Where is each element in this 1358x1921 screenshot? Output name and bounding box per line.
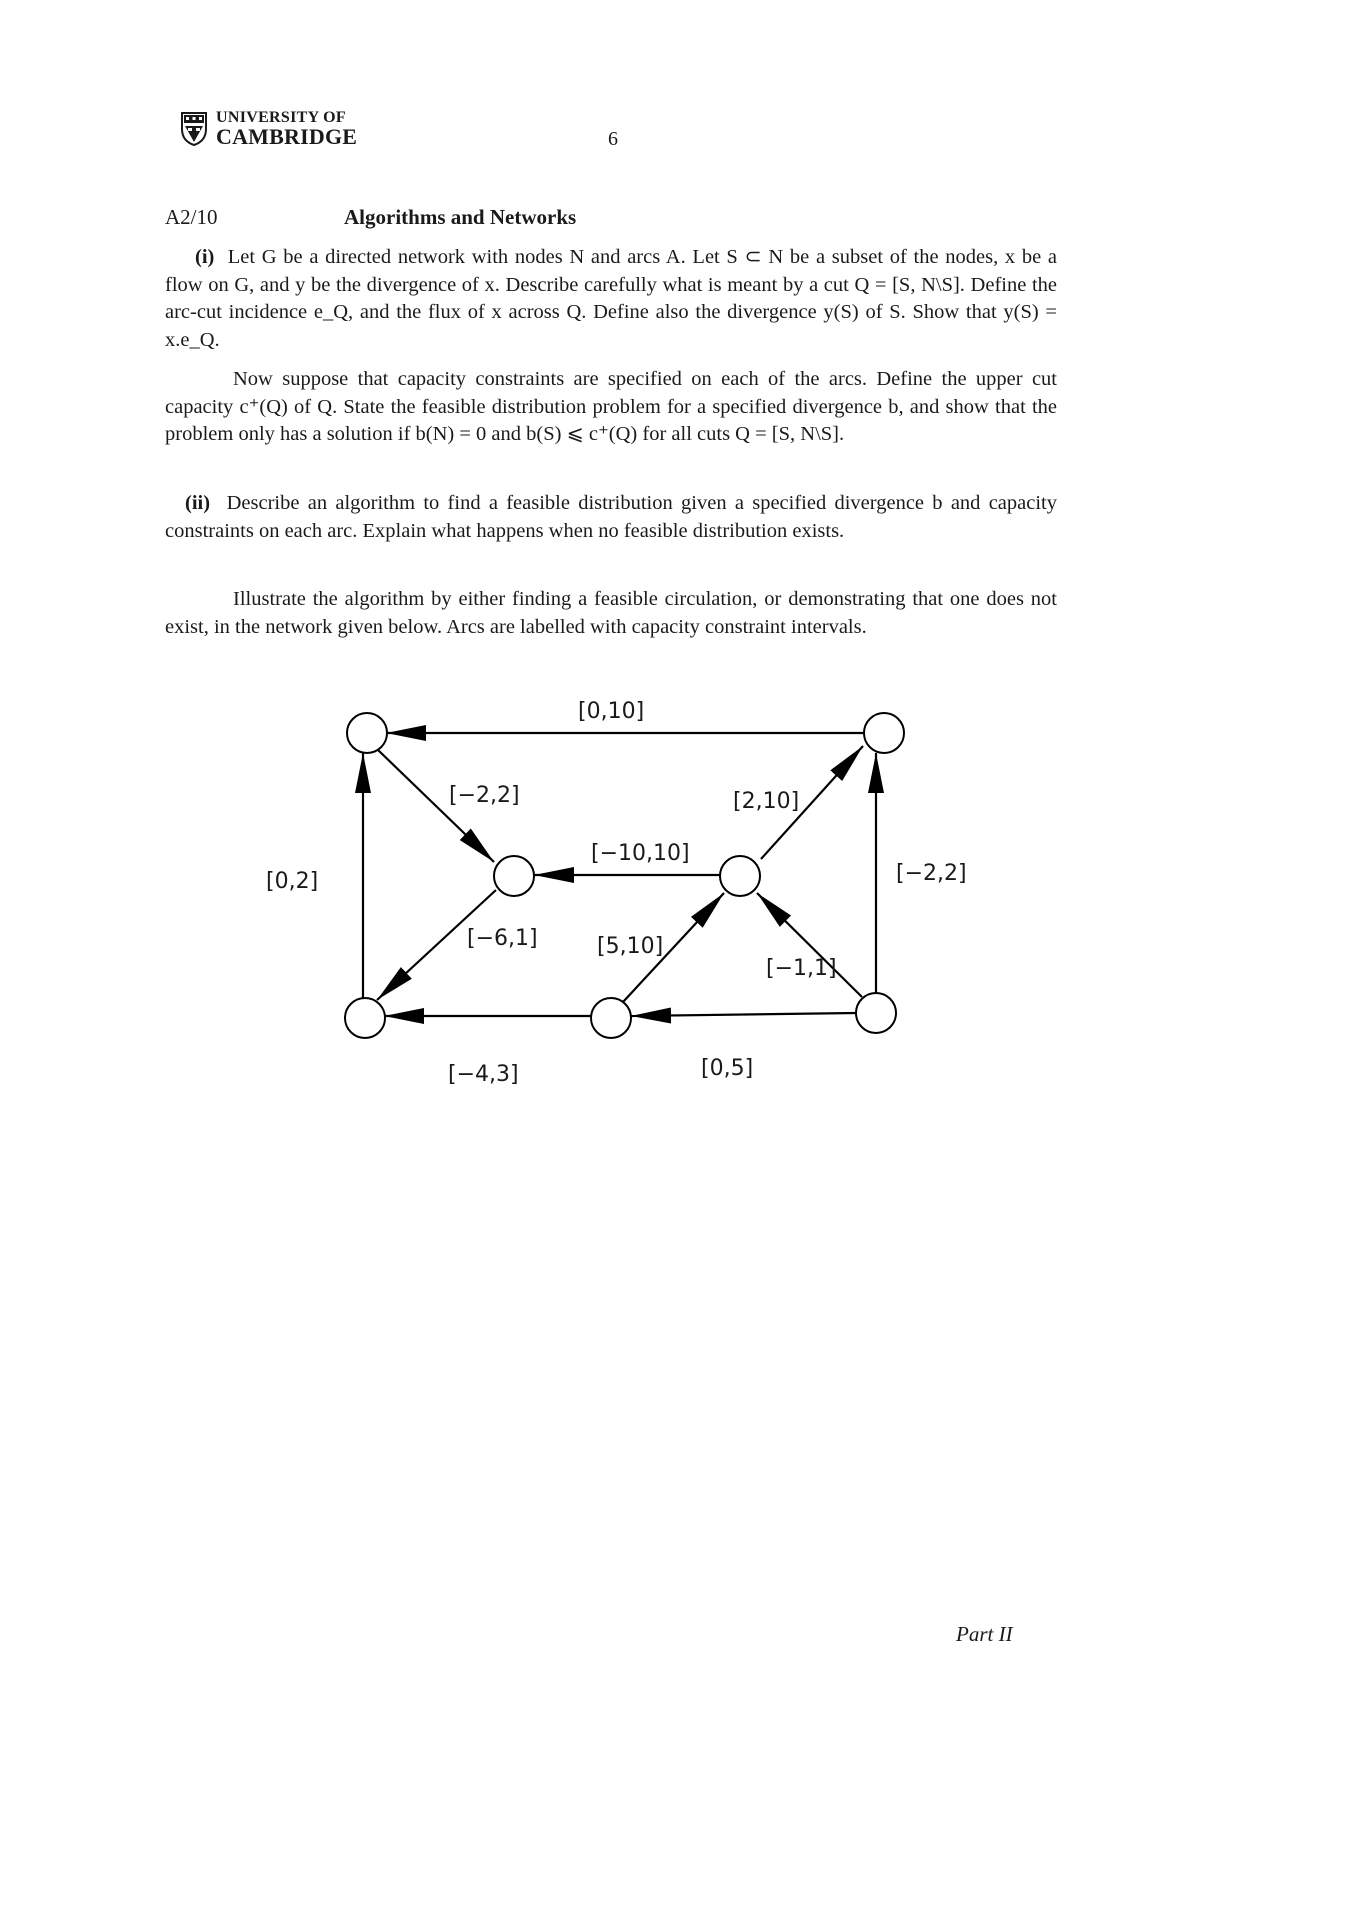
part-i-label: (i) bbox=[195, 246, 215, 268]
node-bottom-right bbox=[856, 993, 896, 1033]
label-arc-right-vertical: [−2,2] bbox=[896, 861, 967, 886]
label-arc-upper-left-diagonal: [−2,2] bbox=[449, 783, 520, 808]
part-label: Part II bbox=[956, 1622, 1013, 1646]
label-arc-lower-middle-diagonal: [5,10] bbox=[597, 934, 664, 959]
label-arc-lower-right-diagonal: [−1,1] bbox=[766, 956, 837, 981]
label-arc-bottom-right: [0,5] bbox=[701, 1056, 754, 1081]
node-center-right bbox=[720, 856, 760, 896]
capacity-text: Now suppose that capacity constraints are specified on each of the arcs. Define the upper cut capacity c⁺(Q) of Q. State the feasible distribution problem for a specified divergence b, and show that the problem only has a solution if b(N) = 0 and b(S) ⩽ c⁺(Q) for all cuts Q = [S, N\S]. bbox=[165, 368, 1057, 445]
illustrate-text: Illustrate the algorithm by either finding a feasible circulation, or demonstrating that one does not exist, in the network given below. Arcs are labelled with capacity constraint intervals. bbox=[165, 588, 1057, 638]
part-ii-text: Describe an algorithm to find a feasible distribution given a specified divergence b and capacity constraints on each arc. Explain what happens when no feasible distribution exists. bbox=[165, 492, 1057, 542]
node-bottom-left bbox=[345, 998, 385, 1038]
part-ii-label: (ii) bbox=[185, 492, 211, 514]
node-top-left bbox=[347, 713, 387, 753]
page-number: 6 bbox=[608, 128, 618, 150]
label-arc-bottom-left: [−4,3] bbox=[448, 1062, 519, 1087]
arc-lower-right-diagonal bbox=[757, 893, 862, 997]
label-arc-top: [0,10] bbox=[578, 699, 645, 724]
label-arc-upper-right-diagonal: [2,10] bbox=[733, 789, 800, 814]
question-id: A2/10 bbox=[165, 205, 218, 229]
node-bottom-middle bbox=[591, 998, 631, 1038]
node-center-left bbox=[494, 856, 534, 896]
label-arc-middle-horizontal: [−10,10] bbox=[591, 841, 690, 866]
arc-bottom-right bbox=[631, 1013, 856, 1016]
logo-line-2: CAMBRIDGE bbox=[216, 124, 358, 149]
question-title: Algorithms and Networks bbox=[344, 205, 577, 229]
label-arc-left-vertical: [0,2] bbox=[266, 869, 319, 894]
logo-line-1: UNIVERSITY OF bbox=[216, 109, 346, 126]
node-top-right bbox=[864, 713, 904, 753]
label-arc-lower-left-diagonal: [−6,1] bbox=[467, 926, 538, 951]
part-i-text: Let G be a directed network with nodes N and arcs A. Let S ⊂ N be a subset of the nodes, x be a flow on G, and y be the divergence of x. Describe carefully what is meant by a cut Q = [S, N\S]. Define the arc-cut incidence e_Q, and the flux of x across Q. Define also the divergence y(S) of S. Show that y(S) = x.e_Q. bbox=[165, 246, 1057, 351]
